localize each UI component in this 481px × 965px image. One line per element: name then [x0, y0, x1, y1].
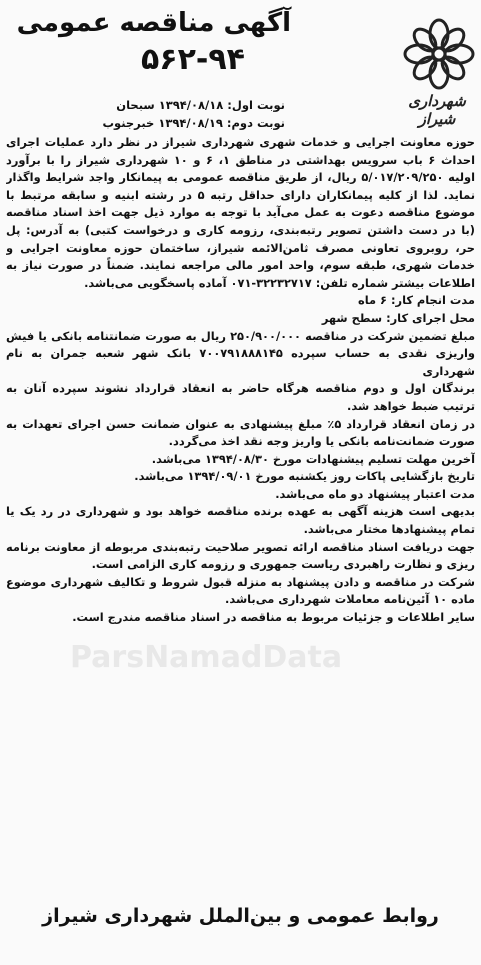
- shiraz-municipality-logo-icon: [403, 18, 475, 90]
- cost-paragraph: بدیهی است هزینه آگهی به عهده برنده مناقصه خواهد بود و شهرداری در رد یک یا تمام پیشنهادها مختار می‌باشد.: [6, 504, 475, 537]
- logo-caption: شهرداری شیراز: [408, 92, 466, 128]
- deadline-paragraph: آخرین مهلت تسلیم پیشنهادات مورخ ۱۳۹۴/۰۸/۳۰ می‌باشد.: [151, 451, 475, 466]
- winners-paragraph: برندگان اول و دوم مناقصه هرگاه حاضر به انعقاد قرارداد نشوند سپرده آنان به ترتیب ضبط خواهد شد.: [6, 381, 475, 413]
- intro-paragraph: حوزه معاونت اجرایی و خدمات شهری شهرداری شیراز در نظر دارد عملیات اجرای احداث ۶ باب سرویس بهداشتی در مناطق ۱، ۶ و ۱۰ شهرداری شیراز را با برآورد اولیه ۵/۰۱۷/۲۰۹/۲۵۰ ریال، از طریق مناقصه عمومی به پیمانکار واجد شرایط واگذار نماید. لذا از کلیه پیمانکاران دارای حداقل رتبه ۵ در رشته ابنیه و سابقه مرتبط با موضوع مناقصه دعوت به عمل می‌آید با توجه به موارد ذیل جهت اخذ اسناد مناقصه (با در دست داشتن تصویر رتبه‌بندی، رزومه کاری و درخواست کتبی) به آدرس: پل حر، روبروی تعاونی مصرف ثامن‌الائمه شیراز، ساختمان حوزه معاونت اجرایی و خدمات شهری، طبقه سوم، واحد امور مالی مراجعه نمایند. ضمناً در صورت نیاز به اطلاعات بیشتر شماره تلفن: ۳۲۲۳۲۷۱۷-۰۷۱ آماده پاسخگویی می‌باشد.: [6, 135, 475, 290]
- notice-title: آگهی مناقصه عمومی: [16, 8, 291, 38]
- notice-number: ۵۶۲-۹۴: [140, 42, 245, 77]
- publication-dates: [102, 96, 285, 132]
- work-location: محل اجرای کار: سطح شهر: [321, 310, 475, 325]
- notice-header: [0, 0, 481, 140]
- watermark: ParsNamadData: [70, 640, 343, 675]
- contract-paragraph: در زمان انعقاد قرارداد ۵٪ مبلغ پیشنهادی به عنوان ضمانت حسن اجرای تعهدات به صورت ضمانت‌نامه بانکی یا واریز وجه نقد اخذ می‌گردد.: [6, 416, 475, 449]
- opening-paragraph: تاریخ بازگشایی پاکات روز یکشنبه مورخ ۱۳۹۴/۰۹/۰۱ می‌باشد.: [134, 469, 475, 484]
- validity-paragraph: مدت اعتبار پیشنهاد دو ماه می‌باشد.: [275, 486, 475, 501]
- notice-body: [6, 134, 475, 904]
- first-publication-date: نوبت اول: ۱۳۹۴/۰۸/۱۸ سبحان: [116, 98, 285, 112]
- notice-footer: روابط عمومی و بین‌الملل شهرداری شیراز: [42, 905, 439, 927]
- work-duration: مدت انجام کار: ۶ ماه: [358, 293, 475, 308]
- qualification-paragraph: جهت دریافت اسناد مناقصه ارائه تصویر صلاحیت رتبه‌بندی مربوطه از معاونت برنامه ریزی و نظارت راهبردی ریاست جمهوری و رزومه کاری الزامی است.: [6, 539, 475, 572]
- acceptance-paragraph: شرکت در مناقصه و دادن پیشنهاد به منزله قبول شروط و تکالیف شهرداری موضوع ماده ۱۰ آئین‌نامه معاملات شهرداری می‌باشد.: [6, 574, 475, 607]
- guarantee-paragraph: مبلغ تضمین شرکت در مناقصه ۲۵۰/۹۰۰/۰۰۰ ریال به صورت ضمانتنامه بانکی یا فیش واریزی نقدی به حساب سپرده ۷۰۰۷۹۱۸۸۸۱۴۵ بانک شهر شعبه جمران به نام شهرداری: [6, 328, 475, 378]
- second-publication-date: نوبت دوم: ۱۳۹۴/۰۸/۱۹ خبرجنوب: [102, 116, 285, 130]
- other-info-paragraph: سایر اطلاعات و جزئیات مربوط به مناقصه در اسناد مناقصه مندرج است.: [72, 610, 475, 625]
